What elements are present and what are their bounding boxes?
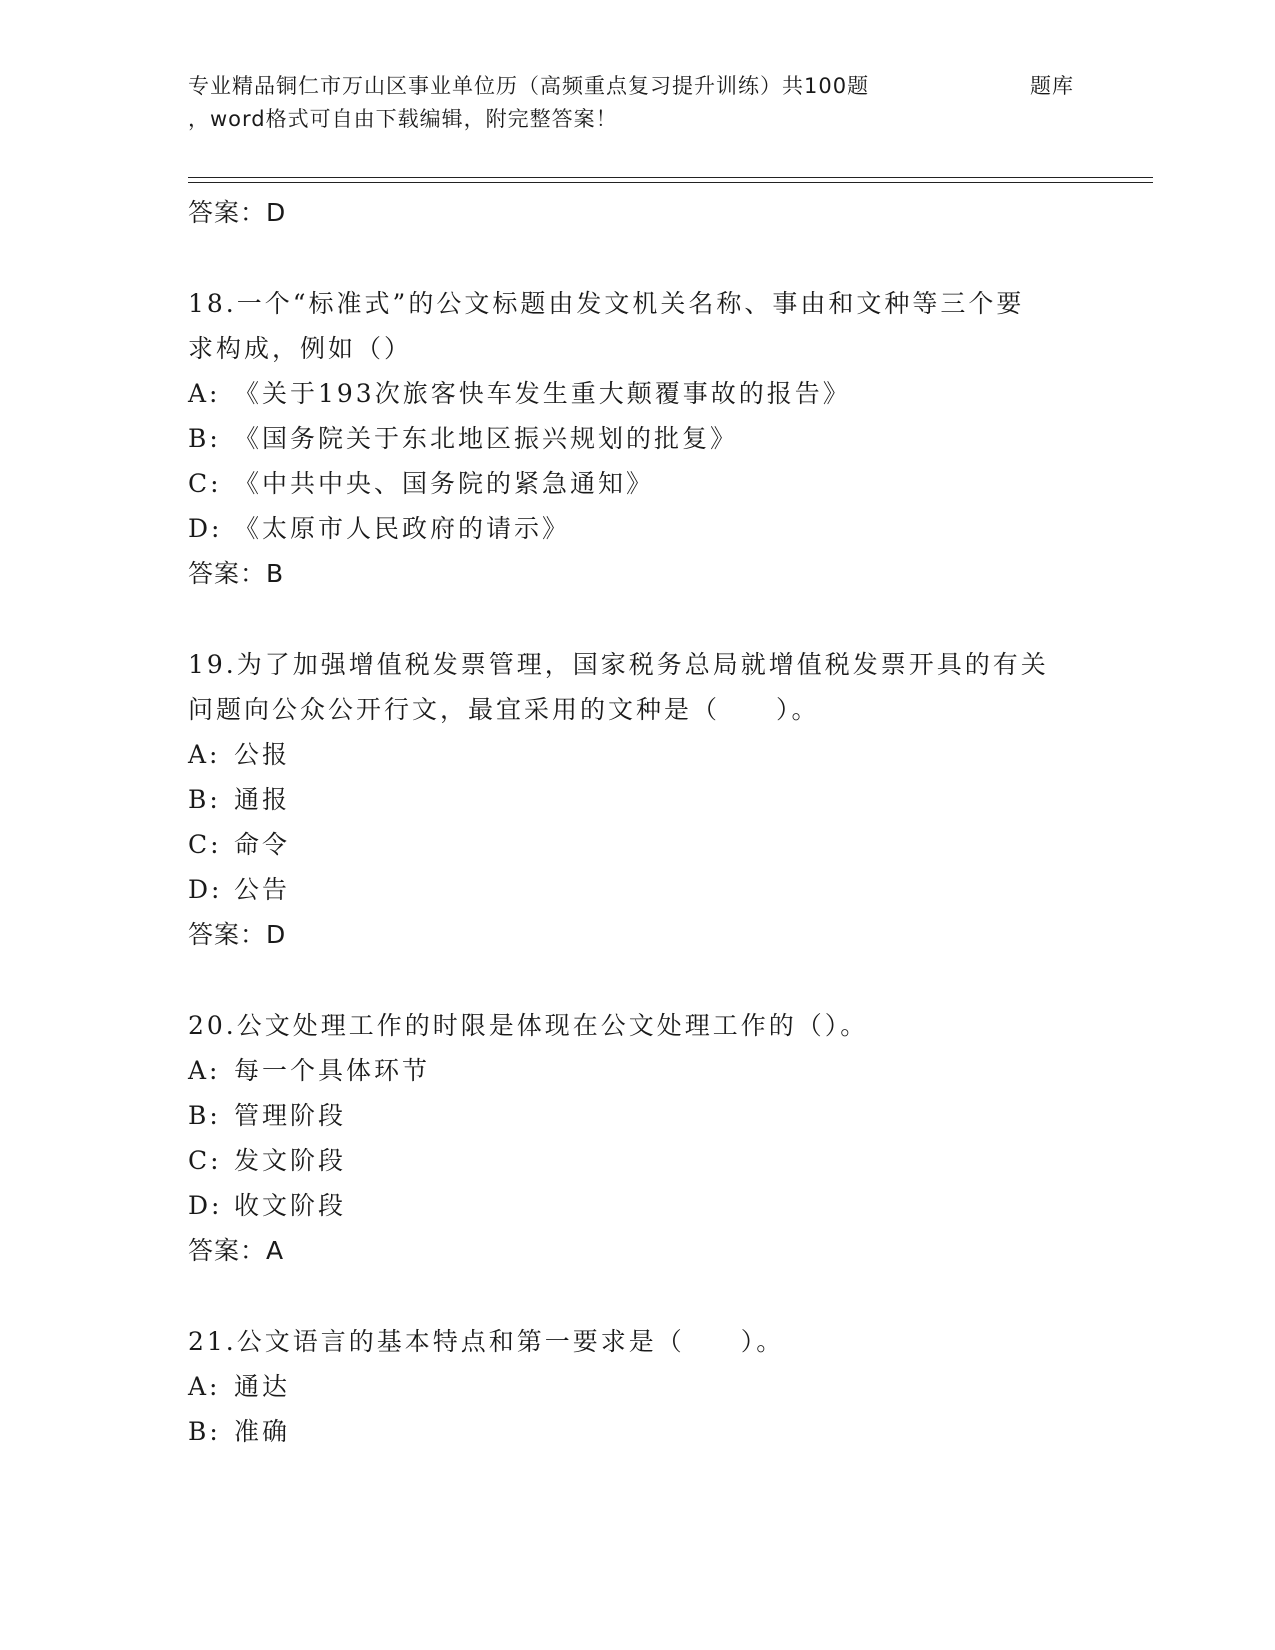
question-stem-continued: 求构成，例如（）: [188, 334, 413, 363]
option-text: 《国务院关于东北地区振兴规划的批复》: [234, 424, 739, 453]
option-key: C:: [188, 1146, 222, 1175]
option-key: B:: [188, 785, 221, 814]
option-text: 《太原市人民政府的请示》: [234, 514, 571, 543]
document-header: [188, 70, 1148, 136]
option-key: A:: [188, 379, 221, 408]
option-a: [188, 371, 1148, 416]
header-title: 专业精品铜仁市万山区事业单位历（高频重点复习提升训练）共100题: [188, 74, 870, 98]
question-stem: 19.为了加强增值税发票管理，国家税务总局就增值税发票开具的有关: [188, 650, 1049, 679]
option-key: D:: [188, 1191, 223, 1220]
option-b: [188, 1409, 1148, 1454]
question-list: [188, 190, 1148, 1454]
question-19: [188, 642, 1148, 957]
option-key: B:: [188, 1101, 221, 1130]
option-text: 管理阶段: [234, 1101, 347, 1130]
option-text: 通报: [234, 785, 291, 814]
question-stem: 21.公文语言的基本特点和第一要求是（ ）。: [188, 1327, 785, 1356]
header-divider-top: [188, 177, 1153, 178]
answer-line: 答案：D: [188, 920, 287, 949]
spacer: [188, 957, 1148, 1003]
answer-line: 答案：A: [188, 1236, 285, 1265]
option-key: C:: [188, 469, 222, 498]
spacer: [188, 596, 1148, 642]
option-key: D:: [188, 875, 223, 904]
option-d: [188, 506, 1148, 551]
option-text: 《中共中央、国务院的紧急通知》: [234, 469, 655, 498]
option-text: 命令: [234, 830, 291, 859]
question-21: [188, 1319, 1148, 1454]
option-key: C:: [188, 830, 222, 859]
option-a: [188, 1364, 1148, 1409]
option-key: A:: [188, 1372, 221, 1401]
option-text: 《关于193次旅客快车发生重大颠覆事故的报告》: [234, 379, 851, 408]
option-text: 通达: [234, 1372, 291, 1401]
option-text: 准确: [234, 1417, 291, 1446]
option-c: [188, 1138, 1148, 1183]
option-text: 公报: [234, 740, 291, 769]
option-text: 公告: [234, 875, 291, 904]
header-tag: 题库: [1030, 74, 1074, 98]
option-a: [188, 1048, 1148, 1093]
spacer: [188, 235, 1148, 281]
header-divider-bottom: [188, 182, 1153, 183]
question-20: [188, 1003, 1148, 1273]
option-key: B:: [188, 424, 221, 453]
option-key: A:: [188, 740, 221, 769]
answer-line: 答案：B: [188, 559, 285, 588]
answer-line: 答案：D: [188, 198, 287, 227]
option-text: 收文阶段: [234, 1191, 347, 1220]
option-b: [188, 416, 1148, 461]
option-b: [188, 1093, 1148, 1138]
option-key: D:: [188, 514, 223, 543]
option-c: [188, 461, 1148, 506]
option-d: [188, 1183, 1148, 1228]
option-a: [188, 732, 1148, 777]
spacer: [188, 1273, 1148, 1319]
option-text: 发文阶段: [234, 1146, 347, 1175]
option-d: [188, 867, 1148, 912]
question-stem-continued: 问题向公众公开行文，最宜采用的文种是（ ）。: [188, 695, 820, 724]
option-c: [188, 822, 1148, 867]
header-subtitle: ，word格式可自由下载编辑，附完整答案！: [188, 107, 618, 131]
question-stem: 18.一个“标准式”的公文标题由发文机关名称、事由和文种等三个要: [188, 289, 1025, 318]
option-key: B:: [188, 1417, 221, 1446]
question-stem: 20.公文处理工作的时限是体现在公文处理工作的（）。: [188, 1011, 869, 1040]
option-text: 每一个具体环节: [234, 1056, 431, 1085]
question-18: [188, 281, 1148, 596]
option-key: A:: [188, 1056, 221, 1085]
option-b: [188, 777, 1148, 822]
